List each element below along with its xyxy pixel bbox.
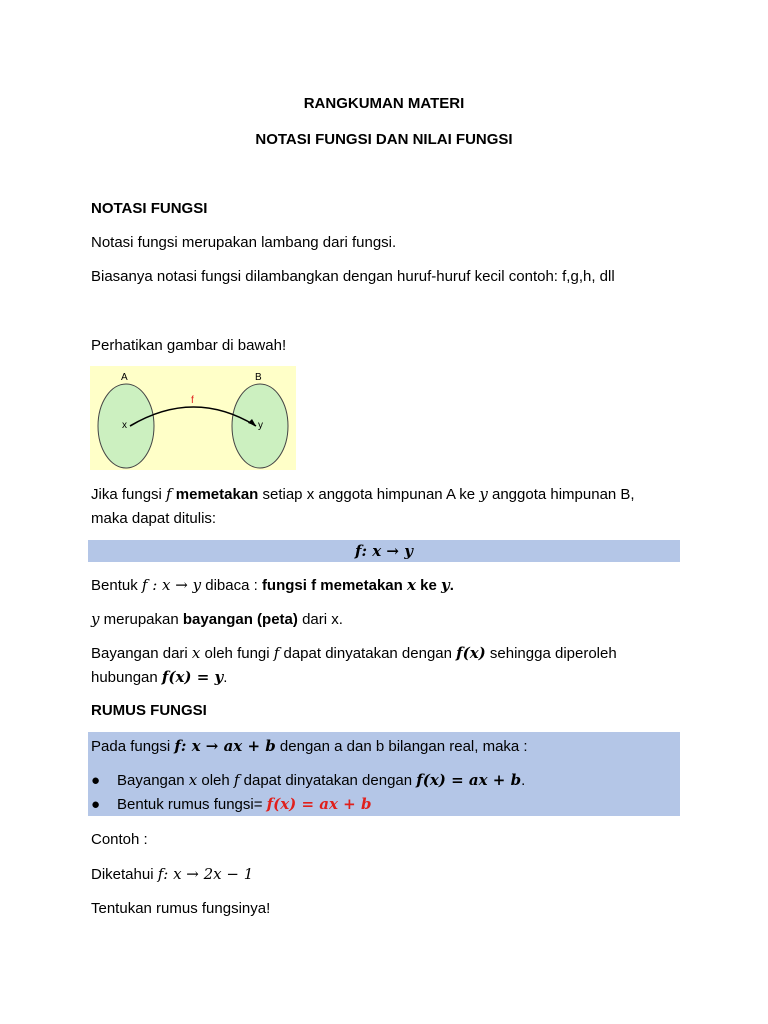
paragraph-map-line2: maka dapat ditulis:	[91, 510, 217, 527]
bullet-icon: ●	[91, 772, 101, 789]
bullet-item-1: ● Bayangan x oleh f dapat dinyatakan dengan f(x) = ax + b.	[91, 771, 526, 789]
rumus-box-line: Pada fungsi f: x → ax + b dengan a dan b bilangan real, maka :	[91, 737, 528, 755]
example-task: Tentukan rumus fungsinya!	[91, 900, 271, 917]
paragraph-perhatikan: Perhatikan gambar di bawah!	[91, 337, 287, 354]
arrow-f-label: f	[191, 395, 194, 406]
set-b-label: B	[255, 372, 262, 383]
example-given: Diketahui f: x → 2x − 1	[91, 865, 254, 883]
set-a-label: A	[121, 372, 128, 383]
example-label: Contoh :	[91, 831, 148, 848]
formula-text: f: x → y	[355, 542, 413, 560]
element-y-label: y	[258, 420, 263, 431]
bullet-item-2: ● Bentuk rumus fungsi= f(x) = ax + b	[91, 795, 372, 813]
doc-subtitle: NOTASI FUNGSI DAN NILAI FUNGSI	[255, 131, 513, 148]
paragraph-bayangan-line1: Bayangan dari x oleh fungi f dapat dinyatakan dengan f(x) sehingga diperoleh	[91, 644, 617, 662]
section-heading-notasi: NOTASI FUNGSI	[91, 200, 208, 217]
section-heading-rumus: RUMUS FUNGSI	[91, 702, 207, 719]
paragraph-dibaca: Bentuk f : x → y dibaca : fungsi f memetakan x ke y.	[91, 576, 454, 594]
paragraph-notasi-2: Biasanya notasi fungsi dilambangkan dengan huruf-huruf kecil contoh: f,g,h, dll	[91, 268, 615, 285]
element-x-label: x	[122, 420, 127, 431]
paragraph-notasi-1: Notasi fungsi merupakan lambang dari fungsi.	[91, 234, 397, 251]
paragraph-bayangan-line2: hubungan f(x) = y.	[91, 668, 228, 686]
doc-title: RANGKUMAN MATERI	[303, 95, 465, 112]
paragraph-bayangan-peta: y merupakan bayangan (peta) dari x.	[91, 610, 343, 628]
bullet-icon: ●	[91, 796, 101, 813]
formula-box	[88, 540, 680, 562]
mapping-diagram	[90, 366, 296, 470]
paragraph-map-line1: Jika fungsi f memetakan setiap x anggota himpunan A ke y anggota himpunan B,	[91, 485, 635, 503]
